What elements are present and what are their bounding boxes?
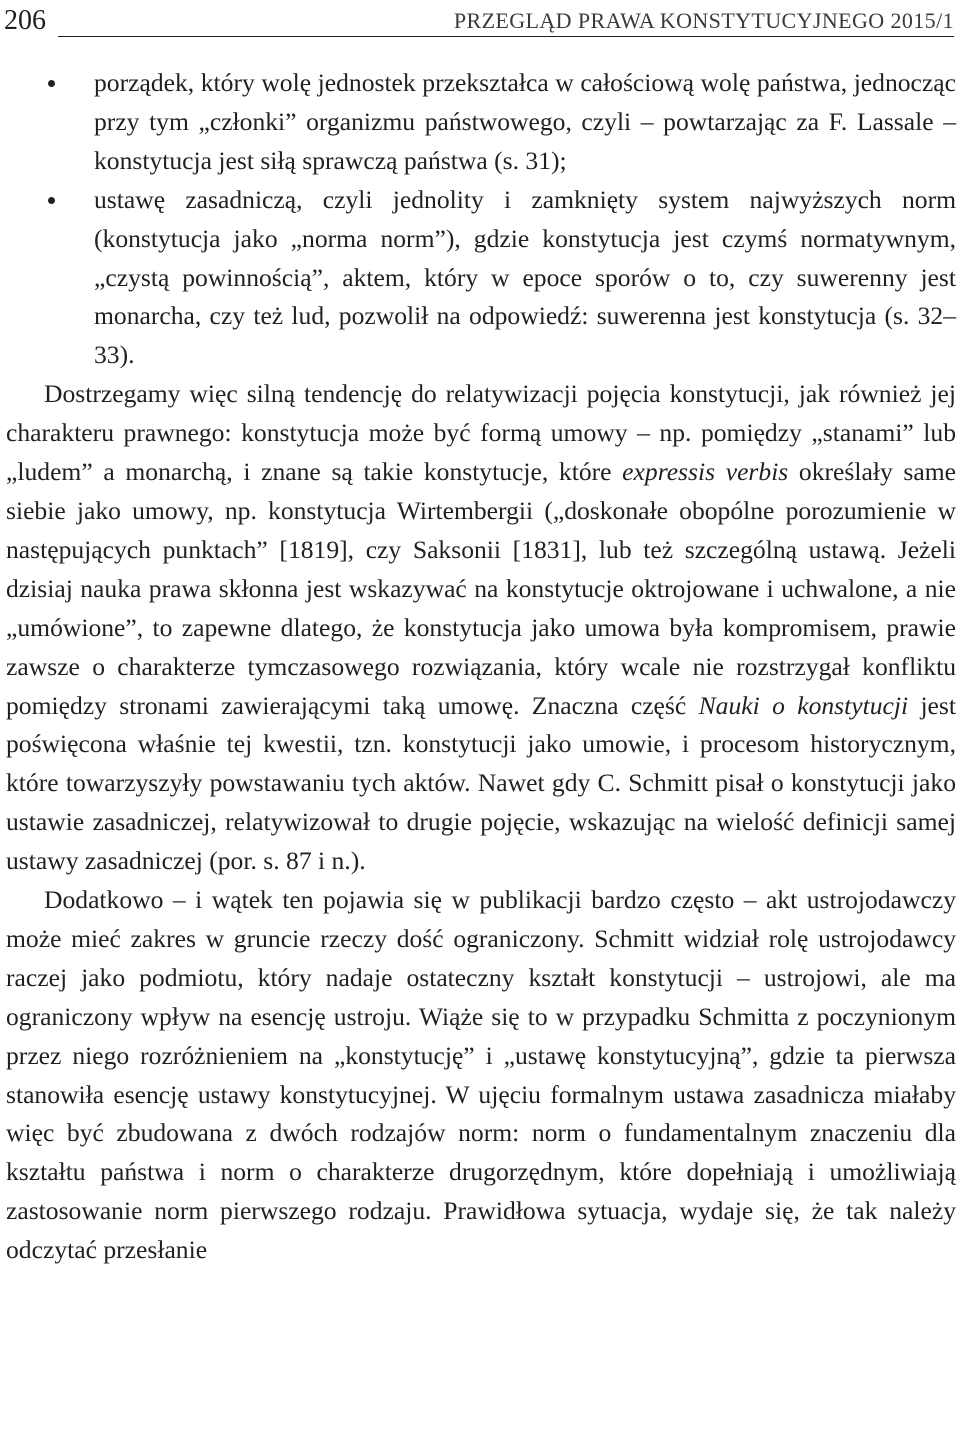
bullet-list — [6, 64, 956, 375]
bullet-item — [6, 181, 956, 376]
paragraph-text: Dostrzegamy więc silną tendencję do relatywizacji pojęcia konstytucji, jak również jej charakteru prawnego: konstytucja może być formą umowy – np. pomiędzy „stanami” lub „ludem” a monarchą, i znane są takie konstytucje, które — [6, 379, 956, 487]
paragraph-text: Dodatkowo – i wątek ten pojawia się w publikacji bardzo często – akt ustrojodawczy może mieć zakres w gruncie rzeczy dość ograniczony. Schmitt widział rolę ustrojodawcy raczej jako podmiotu, który nadaje ostateczny kształt konstytucji – ustrojowi, ale ma ograniczony wpływ na esencję ustroju. Wiąże się to w przypadku Schmitta z poczynionym przez niego rozróżnieniem na „konstytucję” i „ustawę konstytucyjną”, gdzie ta pierwsza stanowiła esencję ustawy konstytucyjnej. W ujęciu formalnym ustawa zasadnicza miałaby więc być zbudowana z dwóch rodzajów norm: norm o fundamentalnym znaczeniu dla kształtu państwa i norm o charakterze drugorzędnym, które dopełniają i umożliwiają zastosowanie norm pierwszego rodzaju. Prawidłowa sytuacja, wydaje się, że tak należy odczytać przesłanie — [6, 885, 956, 1265]
bullet-dot-icon — [48, 80, 55, 87]
bullet-text: porządek, który wolę jednostek przekształca w całościową wolę państwa, jednocząc przy tym „członki” organizmu państwowego, czyli – powtarzając za F. Lassale – konstytucja jest siłą sprawczą państwa (s. 31); — [94, 68, 956, 175]
italic-phrase: expressis verbis — [622, 457, 789, 487]
book-title: Nauki o konstytucji — [698, 690, 909, 720]
bullet-item — [6, 64, 956, 181]
body-paragraph — [6, 375, 956, 881]
paragraph-text: jest poświęcona właśnie tej kwestii, tzn. konstytucji jako umowie, i procesom historycznym, które towarzyszyły powstawaniu tych aktów. Nawet gdy C. Schmitt pisał o konstytucji jako ustawie zasadniczej, relatywizował to drugie pojęcie, wskazując na wielość definicji samej ustawy zasadniczej (por. s. 87 i n.). — [6, 690, 956, 876]
page-number: 206 — [4, 5, 46, 36]
paragraph-text: określały same siebie jako umowy, np. konstytucja Wirtembergii („doskonałe obopólne porozumienie w następujących punktach” [1819], czy Saksonii [1831], lub też szczególną ustawą. Jeżeli dzisiaj nauka prawa skłonna jest wskazywać na konstytucje oktrojowane i uchwalone, a nie „umówione”, to zapewne dlatego, że konstytucja jako umowa była kompromisem, prawie zawsze o charakterze tymczasowego rozwiązania, który wcale nie rozstrzygał konfliktu pomiędzy stronami zawierającymi taką umowę. Znaczna część — [6, 457, 956, 720]
page-body — [6, 64, 956, 1270]
body-paragraph — [6, 881, 956, 1270]
bullet-dot-icon — [48, 197, 55, 204]
page-header — [0, 0, 960, 44]
bullet-text: ustawę zasadniczą, czyli jednolity i zamknięty system najwyższych norm (konstytucja jako „norma norm”), gdzie konstytucja jest czymś normatywnym, „czystą powinnością”, aktem, który w epoce sporów o to, czy suwerenny jest monarcha, czy też lud, pozwolił na odpowiedź: suwerenna jest konstytucja (s. 32–33). — [94, 184, 956, 370]
running-title: PRZEGLĄD PRAWA KONSTYTUCYJNEGO 2015/1 — [453, 8, 954, 33]
